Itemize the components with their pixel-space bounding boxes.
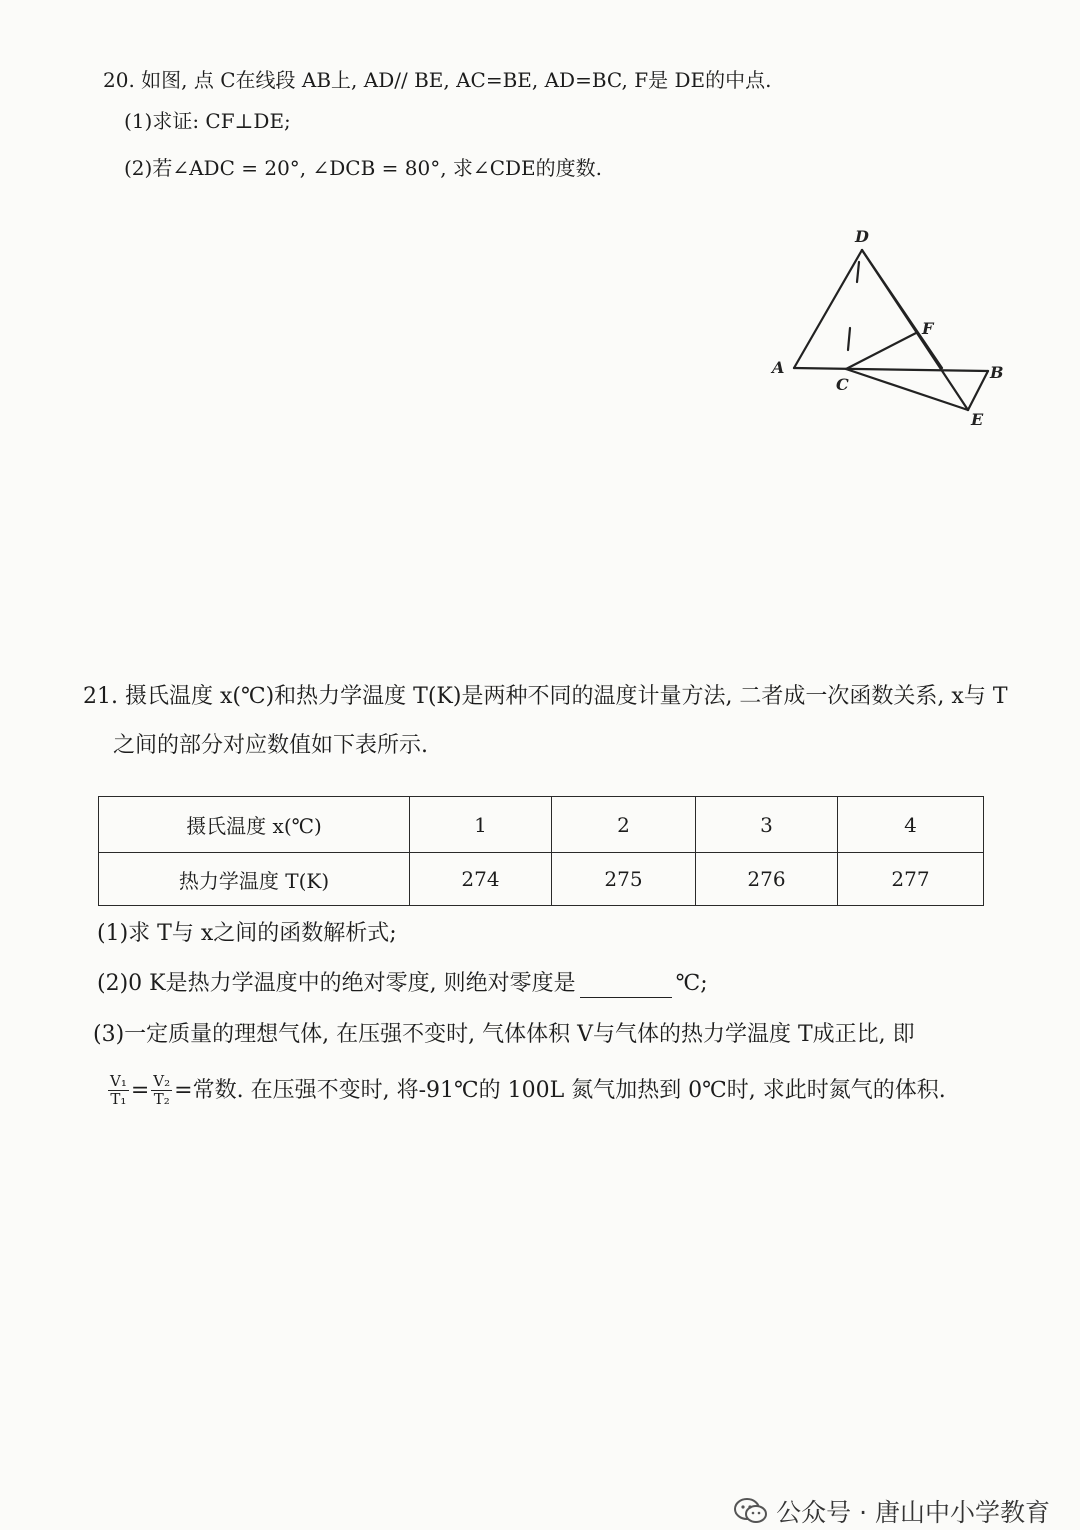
q21-number: 21. xyxy=(83,684,118,709)
fraction-denominator: T₂ xyxy=(153,1090,170,1108)
table-cell: 276 xyxy=(696,853,838,906)
table-cell: 274 xyxy=(410,853,552,906)
q21-part1: (1)求 T与 x之间的函数解析式; xyxy=(97,921,397,946)
footer-text: 公众号 · 唐山中小学教育 xyxy=(776,1498,1050,1527)
q21-stem-line2: 之间的部分对应数值如下表所示. xyxy=(113,733,428,758)
label-b: B xyxy=(990,363,1004,382)
q21-part3-line1: (3)一定质量的理想气体, 在压强不变时, 气体体积 V与气体的热力学温度 T成正比, 即 xyxy=(93,1022,915,1047)
segment-be xyxy=(968,371,988,410)
table-cell: 4 xyxy=(838,797,984,853)
fraction-v2-t2 xyxy=(151,1073,172,1108)
q21-part2 xyxy=(97,970,708,998)
wechat-icon xyxy=(734,1497,768,1525)
table-cell: 2 xyxy=(552,797,696,853)
footer-watermark xyxy=(734,1493,1050,1529)
answer-blank xyxy=(580,975,672,998)
temperature-table xyxy=(98,796,984,906)
label-c: C xyxy=(836,375,849,394)
label-f: F xyxy=(922,319,934,338)
segment-ce xyxy=(846,369,968,410)
segment-de xyxy=(862,250,968,410)
q20-part2: (2)若∠ADC = 20°, ∠DCB = 80°, 求∠CDE的度数. xyxy=(124,156,602,180)
fraction-denominator: T₁ xyxy=(110,1090,127,1108)
segment-ad xyxy=(794,250,862,368)
q21-stem-text-1: 摄氏温度 x(℃)和热力学温度 T(K)是两种不同的温度计量方法, 二者成一次函数关系, x与 T xyxy=(125,684,1008,709)
label-e: E xyxy=(971,410,984,429)
table-header-kelvin: 热力学温度 T(K) xyxy=(99,853,410,906)
fraction-v1-t1 xyxy=(108,1073,129,1108)
q21-part2-text: (2)0 K是热力学温度中的绝对零度, 则绝对零度是 xyxy=(97,971,576,996)
formula-equals: = xyxy=(130,1077,150,1103)
table-row xyxy=(99,797,984,853)
table-header-celsius: 摄氏温度 x(℃) xyxy=(99,797,410,853)
segment-cf xyxy=(846,333,916,369)
q21-stem-line1 xyxy=(83,683,1008,711)
label-a: A xyxy=(772,358,785,377)
table-cell: 1 xyxy=(410,797,552,853)
q20-stem xyxy=(103,67,771,93)
q20-number: 20. xyxy=(103,68,135,92)
fraction-numerator: V₁ xyxy=(110,1072,127,1090)
q20-part1: (1)求证: CF⊥DE; xyxy=(124,109,291,133)
tick-mark-ac xyxy=(848,328,850,350)
q21-part3-text: =常数. 在压强不变时, 将-91℃的 100L 氮气加热到 0℃时, 求此时氮气的体积. xyxy=(174,1077,946,1103)
table-cell: 277 xyxy=(838,853,984,906)
q20-geometry-figure xyxy=(760,215,1020,435)
table-cell: 3 xyxy=(696,797,838,853)
table-row xyxy=(99,853,984,906)
tick-mark-db xyxy=(857,262,859,282)
table-cell: 275 xyxy=(552,853,696,906)
q21-part2-unit: ℃; xyxy=(675,971,708,996)
fraction-numerator: V₂ xyxy=(153,1072,171,1090)
label-d: D xyxy=(855,227,869,246)
q21-part3-line2 xyxy=(106,1073,946,1108)
segment-ab xyxy=(794,368,988,371)
q20-stem-text: 如图, 点 C在线段 AB上, AD// BE, AC=BE, AD=BC, F是 DE的中点. xyxy=(141,68,772,92)
